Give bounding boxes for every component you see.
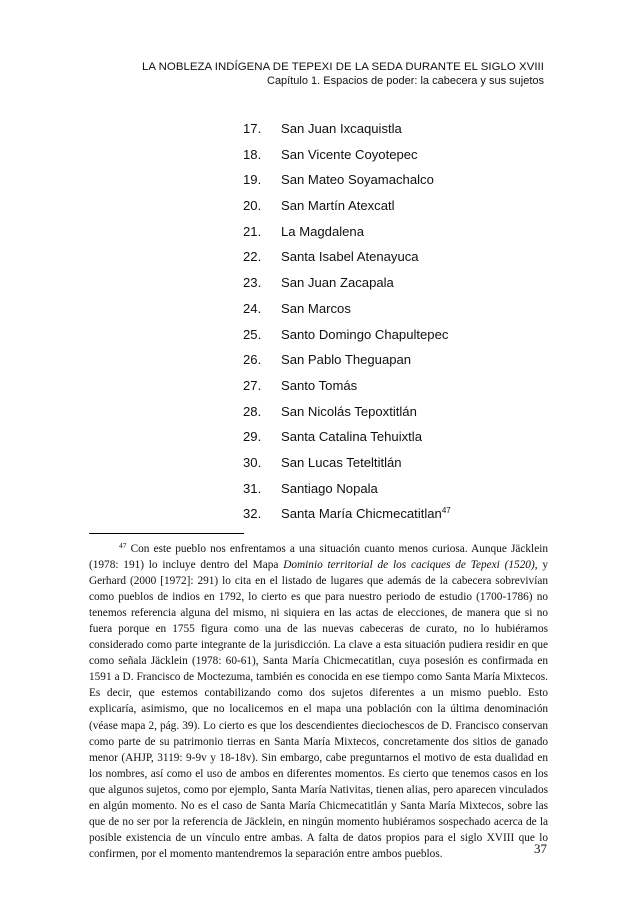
header-title: LA NOBLEZA INDÍGENA DE TEPEXI DE LA SEDA DURANTE EL SIGLO XVIII <box>142 61 544 73</box>
item-number: 22. <box>243 249 262 265</box>
item-number: 21. <box>243 223 262 239</box>
footnote-text-part1: Con este pueblo nos enfrentamos a una situación cuanto menos curiosa. Aunque Jäcklein (1978: 191) lo incluye dentro del Mapa <box>89 543 548 572</box>
item-number: 30. <box>243 454 262 470</box>
item-number: 20. <box>243 198 262 214</box>
list-item <box>243 167 451 193</box>
item-name: Santiago Nopala <box>281 480 378 496</box>
footnote-mark: 47 <box>119 541 127 550</box>
footnote <box>89 541 548 862</box>
header-subtitle: Capítulo 1. Espacios de poder: la cabecera y sus sujetos <box>267 75 544 87</box>
list-item <box>243 450 451 476</box>
item-number: 31. <box>243 480 262 496</box>
item-name: San Pablo Theguapan <box>281 352 412 368</box>
list-item <box>243 399 451 425</box>
list-item <box>243 116 451 142</box>
list-item <box>243 424 451 450</box>
footnote-separator <box>89 533 244 534</box>
list-item <box>243 142 451 168</box>
town-list <box>243 116 451 527</box>
list-item <box>243 322 451 348</box>
item-number: 26. <box>243 352 262 368</box>
list-item <box>243 219 451 245</box>
list-item <box>243 501 451 527</box>
running-header <box>142 60 544 88</box>
item-name: Santo Domingo Chapultepec <box>281 326 449 342</box>
item-name: San Marcos <box>281 300 351 316</box>
item-number: 19. <box>243 172 262 188</box>
item-number: 29. <box>243 429 262 445</box>
list-item <box>243 244 451 270</box>
page-number: 37 <box>534 841 547 856</box>
item-name: San Mateo Soyamachalco <box>281 172 434 188</box>
item-number: 28. <box>243 403 262 419</box>
list-item <box>243 270 451 296</box>
item-name: San Juan Ixcaquistla <box>281 121 402 136</box>
item-name: La Magdalena <box>281 223 364 239</box>
item-name: Santo Tomás <box>281 377 358 393</box>
list-item <box>243 373 451 399</box>
item-name: San Nicolás Tepoxtitlán <box>281 403 417 419</box>
item-number: 25. <box>243 326 262 342</box>
list-item <box>243 193 451 219</box>
footnote-reference[interactable]: 47 <box>441 506 451 516</box>
list-item <box>243 476 451 502</box>
item-name: Santa Isabel Atenayuca <box>281 249 419 265</box>
list-item <box>243 296 451 322</box>
item-name: San Juan Zacapala <box>281 275 394 291</box>
item-name: San Lucas Teteltitlán <box>281 454 402 470</box>
item-name: San Martín Atexcatl <box>281 198 395 214</box>
item-number: 32. <box>243 506 262 522</box>
footnote-map-title: Dominio territorial de los caciques de Tepexi (1520) <box>283 559 535 572</box>
item-name: Santa Catalina Tehuixtla <box>281 429 422 445</box>
item-number: 27. <box>243 377 262 393</box>
item-number: 18. <box>243 146 262 162</box>
item-number: 17. <box>243 121 262 136</box>
footnote-text-part2: , y Gerhard (2000 [1972]: 291) lo cita en el listado de lugares que además de la cabecera sobrevivían como pueblos de indios en 1792, lo cierto es que para nuestro periodo de estudio (1700-1786) no tenemos referencia alguna del mismo, ni siquiera en las actas de elecciones, de manera que si no fuera porque en 1755 figura como una de las nuevas cabeceras de curato, no lo hubiéramos considerado como parte integrante de la jurisdicción. La clave a esta situación pudiera residir en que como señala Jäcklein (1978: 60-61), Santa María Chicmecatitlan, cuya posesión es confirmada en 1591 a D. Francisco de Moctezuma, también es conocida en ese tiempo como Santa María Mixtecos. Es decir, que estemos contabilizando como dos sujetos diferentes a un mismo pueblo. Esto explicaría, asimismo, que no localicemos en el mapa una población con la última denominación (véase mapa 2, pág. 39). Lo cierto es que los descendientes dieciochescos de D. Francisco conservan como parte de su patrimonio tierras en Santa María Mixtecos, concretamente dos sitios de ganado menor (AHJP, 3119: 9-9v y 18-18v). Sin embargo, cabe preguntarnos el motivo de esta dualidad en los nombres, así como el uso de ambos en diferentes momentos. Es cierto que tenemos casos en los que algunos sujetos, como por ejemplo, Santa María Nativitas, tienen alias, pero aparecen vinculados en algún momento. No es el caso de Santa María Chicmecatitlán y Santa María Mixtecos, sobre las que de no ser por la referencia de Jäcklein, en ningún momento hubiéramos sospechado acerca de la posible existencia de un vínculo entre ambas. A falta de datos propios para el siglo XVIII que lo confirmen, por el momento mantendremos la separación entre ambos pueblos. <box>89 559 548 860</box>
item-name: San Vicente Coyotepec <box>281 146 418 162</box>
item-name: Santa María Chicmecatitlan <box>281 506 442 522</box>
list-item <box>243 347 451 373</box>
item-number: 24. <box>243 300 262 316</box>
item-number: 23. <box>243 275 262 291</box>
